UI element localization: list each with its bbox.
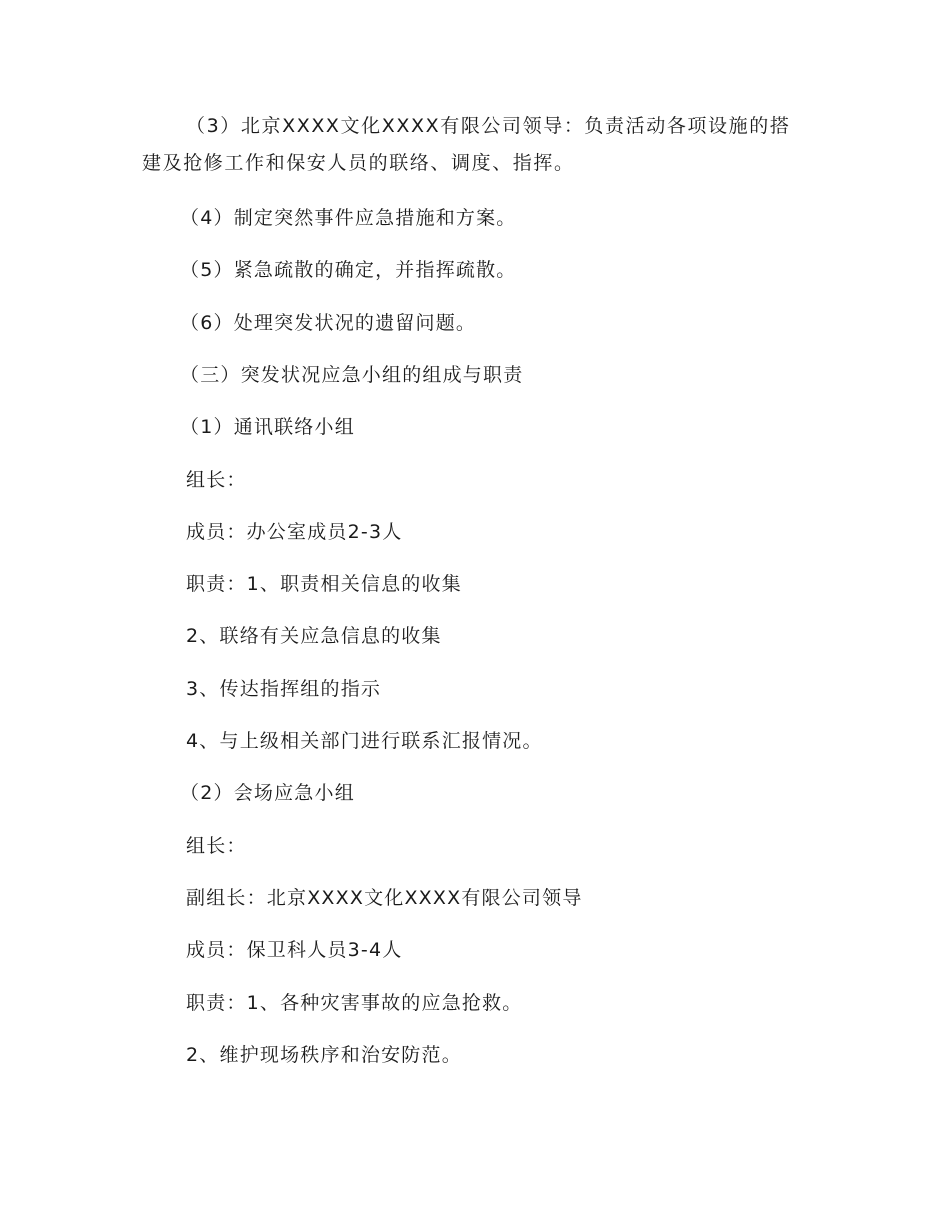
- section-heading-emergency-groups: （三）突发状况应急小组的组成与职责: [180, 364, 524, 386]
- paragraph-group-leader: 组长：: [186, 469, 247, 491]
- paragraph-emergency-plan: （4）制定突然事件应急措施和方案。: [180, 207, 517, 229]
- paragraph-deputy-leader: 副组长：北京XXXX文化XXXX有限公司领导: [186, 887, 583, 909]
- paragraph-aftermath: （6）处理突发状况的遗留问题。: [180, 312, 477, 334]
- subheading-communication-group: （1）通讯联络小组: [180, 416, 355, 438]
- paragraph-duties-2: 2、联络有关应急信息的收集: [186, 625, 442, 647]
- paragraph-duties-3: 3、传达指挥组的指示: [186, 678, 382, 700]
- subheading-venue-group: （2）会场应急小组: [180, 782, 355, 804]
- paragraph-members: 成员：办公室成员2-3人: [186, 521, 403, 543]
- paragraph-venue-duties-1: 职责：1、各种灾害事故的应急抢救。: [186, 992, 523, 1014]
- paragraph-venue-leader: 组长：: [186, 835, 247, 857]
- paragraph-duties-1: 职责：1、职责相关信息的收集: [186, 573, 462, 595]
- paragraph-duties-4: 4、与上级相关部门进行联系汇报情况。: [186, 730, 543, 752]
- paragraph-venue-members: 成员：保卫科人员3-4人: [186, 939, 403, 961]
- paragraph-leader-duties: （3）北京XXXX文化XXXX有限公司领导：负责活动各项设施的搭建及抢修工作和保安人员的联络、调度、指挥。: [142, 115, 791, 174]
- paragraph-venue-duties-2: 2、维护现场秩序和治安防范。: [186, 1044, 462, 1066]
- paragraph-evacuation: （5）紧急疏散的确定，并指挥疏散。: [180, 259, 517, 281]
